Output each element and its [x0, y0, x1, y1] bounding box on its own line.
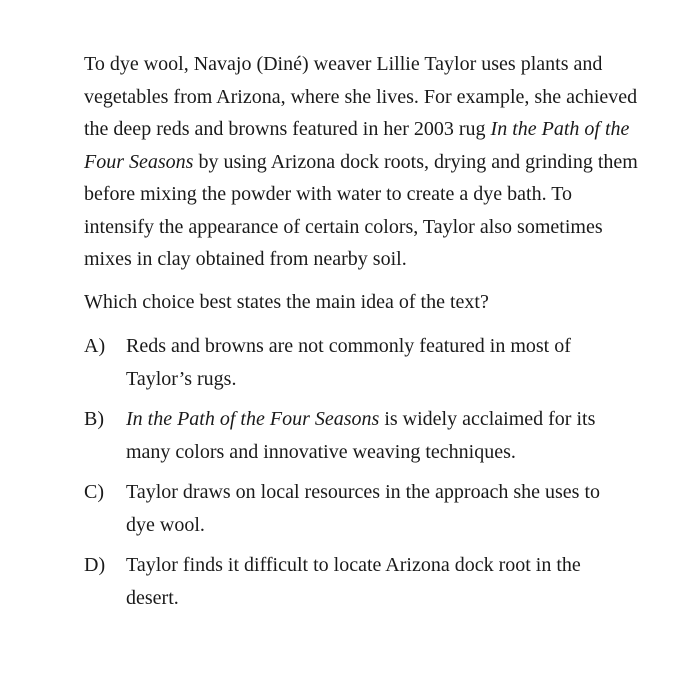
- choice-b[interactable]: [84, 403, 644, 468]
- choice-d-text: Taylor finds it difficult to locate Arizona dock root in the desert.: [126, 554, 581, 609]
- choice-c[interactable]: [84, 476, 644, 541]
- choice-a-text: Reds and browns are not commonly featured in most of Taylor’s rugs.: [126, 335, 571, 390]
- answer-choices: [84, 330, 644, 614]
- choice-d[interactable]: [84, 549, 644, 614]
- choice-text: [126, 476, 644, 541]
- passage-part-1: To dye wool, Navajo (Diné) weaver Lillie Taylor uses plants and vegetables from Arizona, where she lives. For example, she achieved the deep reds and browns featured in her 2003 rug: [84, 53, 638, 140]
- choice-text: [126, 403, 644, 468]
- question-prompt: Which choice best states the main idea of the text?: [84, 290, 489, 313]
- choice-a[interactable]: [84, 330, 644, 395]
- choice-text: [126, 549, 644, 614]
- choice-letter: C): [84, 481, 104, 503]
- passage-part-2: by using Arizona dock roots, drying and grinding them before mixing the powder with water to create a dye bath. To intensify the appearance of certain colors, Taylor also sometimes mixes in clay obtained from nearby soil.: [84, 150, 638, 270]
- choice-c-text: Taylor draws on local resources in the approach she uses to dye wool.: [126, 481, 601, 536]
- rug-title: In the Path of the Four Seasons: [84, 118, 630, 173]
- passage-text: [84, 48, 644, 276]
- choice-b-title: In the Path of the Four Seasons: [126, 408, 380, 430]
- choice-letter: B): [84, 408, 104, 430]
- choice-text: [126, 330, 644, 395]
- question-page: [84, 48, 644, 622]
- choice-letter: A): [84, 335, 106, 357]
- choice-b-text: is widely acclaimed for its many colors and innovative weaving techniques.: [126, 408, 596, 463]
- choice-letter: D): [84, 554, 106, 576]
